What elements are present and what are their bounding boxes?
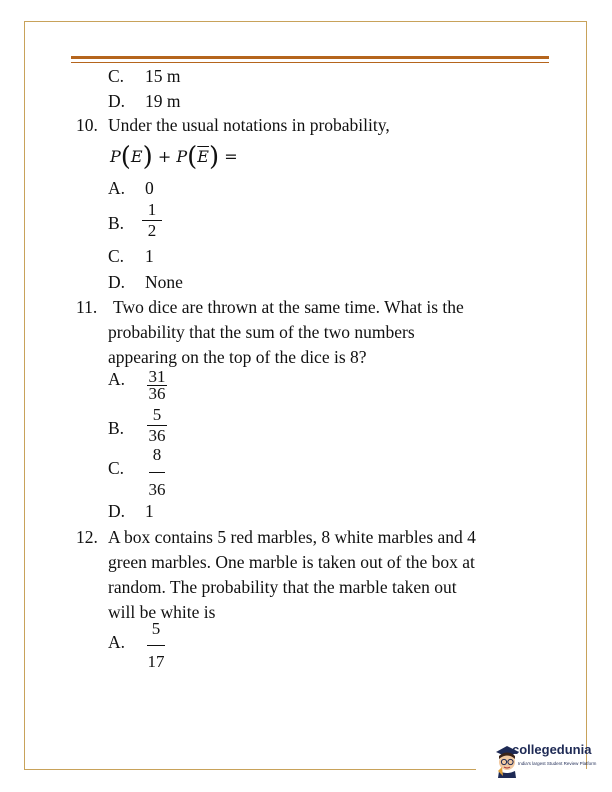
q10-text: Under the usual notations in probability,	[108, 115, 390, 135]
page-border-right	[586, 21, 587, 769]
header-rule	[71, 56, 549, 59]
q12-option-a-letter: A.	[108, 632, 126, 652]
fraction-denominator: 36	[148, 384, 166, 403]
q12-line-3: random. The probability that the marble taken out	[108, 577, 457, 597]
q9-option-d-letter: D.	[108, 91, 126, 111]
q12-number: 12.	[76, 527, 98, 547]
header-rule-thin	[71, 62, 549, 63]
q10-option-a-letter: A.	[108, 178, 126, 198]
q9-option-c-letter: C.	[108, 66, 125, 86]
fraction-numerator: 8	[152, 445, 162, 464]
brand-name: collegedunia	[512, 742, 592, 757]
q11-number: 11.	[76, 297, 98, 317]
page-border-left	[24, 21, 25, 769]
fraction-numerator: 31	[148, 367, 166, 386]
brand-tagline: India's largest Student Review Platform	[518, 761, 597, 766]
fraction-denominator: 36	[148, 426, 166, 445]
fraction-denominator: 36	[148, 480, 166, 499]
q11-option-d-letter: D.	[108, 501, 126, 521]
fraction-numerator: 5	[151, 619, 161, 638]
q10-option-d-letter: D.	[108, 272, 126, 292]
q11-option-d-text: 1	[145, 501, 154, 521]
q10-expression: $P(E) + P(\overline{E})$ =	[110, 142, 238, 172]
q10-option-d-text: None	[145, 272, 183, 292]
fraction-bar	[149, 472, 165, 473]
page-border-top	[24, 21, 586, 22]
fraction-bar	[147, 645, 165, 646]
q11-option-a-letter: A.	[108, 369, 126, 389]
fraction-denominator: 2	[147, 221, 157, 240]
q11-line-2: probability that the sum of the two numbers	[108, 322, 415, 342]
q10-number: 10.	[76, 115, 98, 135]
q11-line-1: Two dice are thrown at the same time. What is the	[113, 297, 464, 317]
q11-option-a-fraction	[143, 369, 171, 402]
q11-option-c-fraction	[143, 446, 171, 499]
q9-option-c-text: 15 m	[145, 66, 181, 86]
q10-option-b-fraction	[138, 201, 166, 240]
q10-option-c-text: 1	[145, 246, 154, 266]
q10-option-c-letter: C.	[108, 246, 125, 266]
q10-option-b-letter: B.	[108, 213, 125, 233]
q12-line-1: A box contains 5 red marbles, 8 white marbles and 4	[108, 527, 476, 547]
fraction-denominator: 17	[147, 652, 165, 671]
fraction-numerator: 1	[147, 200, 157, 219]
q11-option-b-fraction	[143, 406, 171, 445]
q11-option-b-letter: B.	[108, 418, 125, 438]
q11-line-3: appearing on the top of the dice is 8?	[108, 347, 367, 367]
q12-option-a-fraction	[142, 620, 170, 671]
q11-option-c-letter: C.	[108, 458, 125, 478]
q9-option-d-text: 19 m	[145, 91, 181, 111]
q12-line-4: will be white is	[108, 602, 216, 622]
q12-line-2: green marbles. One marble is taken out of the box at	[108, 552, 475, 572]
page-border-bottom	[24, 769, 476, 770]
fraction-numerator: 5	[152, 405, 162, 424]
q10-option-a-text: 0	[145, 178, 154, 198]
